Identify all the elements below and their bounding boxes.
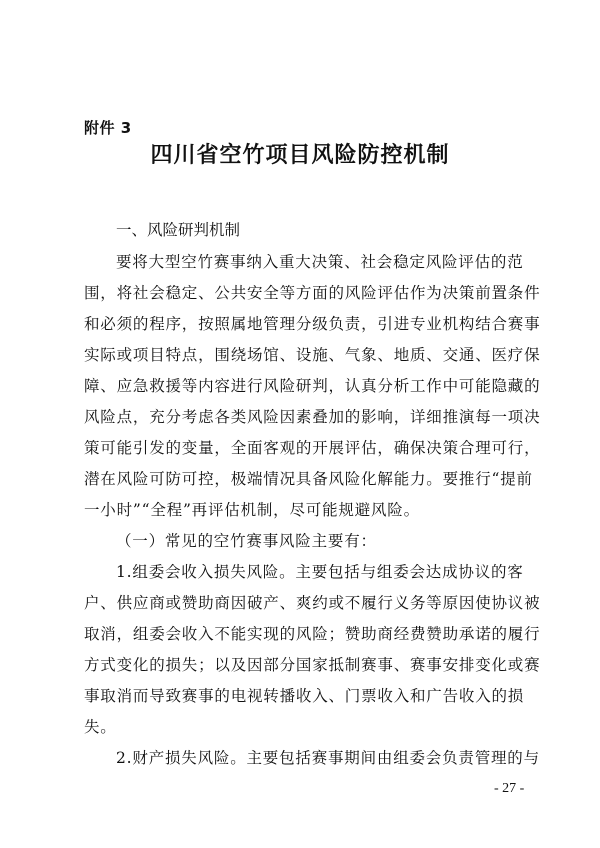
body-line: 风险点，充分考虑各类风险因素叠加的影响，详细推演每一项决 [84, 408, 541, 426]
subsection-heading: （一）常见的空竹赛事风险主要有： [116, 532, 377, 550]
body-line: 和必须的程序，按照属地管理分级负责，引进专业机构结合赛事 [84, 315, 541, 333]
body-line: 围，将社会稳定、公共安全等方面的风险评估作为决策前置条件 [84, 284, 541, 302]
section-heading: 一、风险研判机制 [116, 221, 241, 239]
attachment-label: 附件 3 [84, 119, 132, 137]
body-line: 实际或项目特点，围绕场馆、设施、气象、地质、交通、医疗保 [84, 346, 541, 364]
body-line: 取消，组委会收入不能实现的风险；赞助商经费赞助承诺的履行 [84, 625, 541, 643]
body-line: 一小时”“全程”再评估机制，尽可能规避风险。 [84, 501, 420, 519]
body-line: 事取消而导致赛事的电视转播收入、门票收入和广告收入的损 [84, 687, 525, 705]
body-line: 障、应急救援等内容进行风险研判，认真分析工作中可能隐藏的 [84, 377, 541, 395]
body-line: 方式变化的损失；以及因部分国家抵制赛事、赛事安排变化或赛 [84, 656, 541, 674]
body-line: 2.财产损失风险。主要包括赛事期间由组委会负责管理的与 [116, 749, 540, 767]
body-line: 潜在风险可防可控，极端情况具备风险化解能力。要推行“提前 [84, 470, 533, 488]
body-line: 户、供应商或赞助商因破产、爽约或不履行义务等原因使协议被 [84, 594, 541, 612]
page-number: - 27 - [494, 781, 525, 796]
body-line: 策可能引发的变量，全面客观的开展评估，确保决策合理可行， [84, 439, 541, 457]
body-line: 要将大型空竹赛事纳入重大决策、社会稳定风险评估的范 [116, 253, 524, 271]
body-line: 1.组委会收入损失风险。主要包括与组委会达成协议的客 [116, 563, 524, 581]
document-title: 四川省空竹项目风险防控机制 [150, 143, 450, 168]
body-line: 失。 [84, 718, 117, 736]
